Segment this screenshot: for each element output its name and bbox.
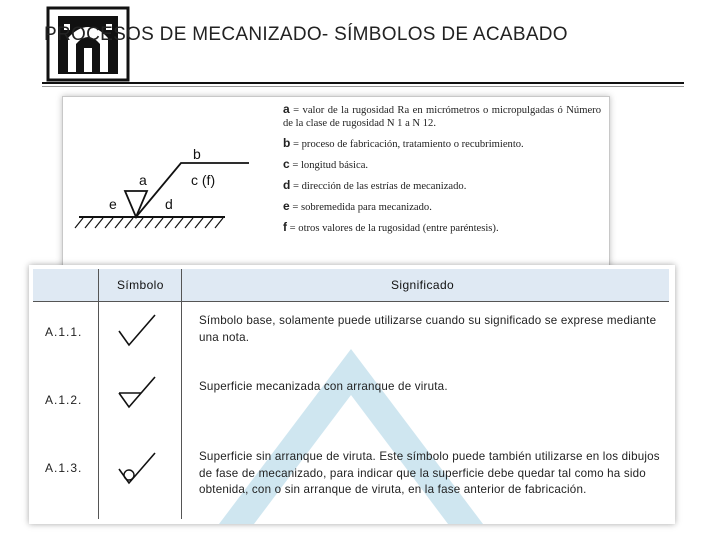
column-divider-2 xyxy=(181,269,182,519)
roughness-symbol xyxy=(125,191,147,217)
legend-item-e: e = sobremedida para mecanizado. xyxy=(283,199,432,213)
header-symbol: Símbolo xyxy=(117,278,164,292)
legend-item-d: d = dirección de las estrías de mecanizado. xyxy=(283,178,467,192)
row-meaning: Superficie mecanizada con arranque de viruta. xyxy=(199,380,448,393)
legend-item-b: b = proceso de fabricación, tratamiento o recubrimiento. xyxy=(283,136,524,150)
slide-title: PROCESOS DE MECANIZADO- SÍMBOLOS DE ACABADO xyxy=(44,24,568,45)
column-divider-1 xyxy=(98,269,99,519)
header-meaning: Significado xyxy=(391,278,455,292)
surface-symbol-legend-panel xyxy=(62,96,610,274)
row-code: A.1.3. xyxy=(45,461,83,475)
label-e: e xyxy=(109,196,117,212)
machined-symbol-icon xyxy=(117,375,161,411)
row-meaning: Superficie sin arranque de viruta. Este símbolo puede también utilizarse en los dibujos de fase de mecanizado, para indicar que la superficie debe quedar tal como ha sido obtenida, con o sin arranque de viruta, en la fase anterior de fabricación. xyxy=(199,450,660,496)
surface-hatching xyxy=(75,218,223,228)
title-divider-thin xyxy=(42,86,684,87)
surface-symbol-diagram xyxy=(63,97,273,273)
symbols-table-panel xyxy=(29,265,675,524)
base-symbol-icon xyxy=(117,313,161,349)
label-d: d xyxy=(165,196,173,212)
legend-list xyxy=(283,103,601,242)
row-code: A.1.1. xyxy=(45,325,83,339)
row-meaning: Símbolo base, solamente puede utilizarse cuando su significado se exprese mediante una nota. xyxy=(199,314,657,344)
label-c: c (f) xyxy=(191,172,216,188)
label-b: b xyxy=(193,146,201,162)
row-code: A.1.2. xyxy=(45,393,83,407)
no-removal-symbol-icon xyxy=(117,451,161,487)
label-a: a xyxy=(139,172,147,188)
legend-item-a: a = valor de la rugosidad Ra en micrómetros o micropulgadas ó Número de la clase de rugosidad N 1 a N 12. xyxy=(283,102,601,129)
table-header-row xyxy=(33,269,669,302)
title-divider xyxy=(42,82,684,84)
legend-item-c: c = longitud básica. xyxy=(283,157,369,171)
legend-item-f: f = otros valores de la rugosidad (entre paréntesis). xyxy=(283,220,499,234)
symbols-table xyxy=(33,269,669,519)
